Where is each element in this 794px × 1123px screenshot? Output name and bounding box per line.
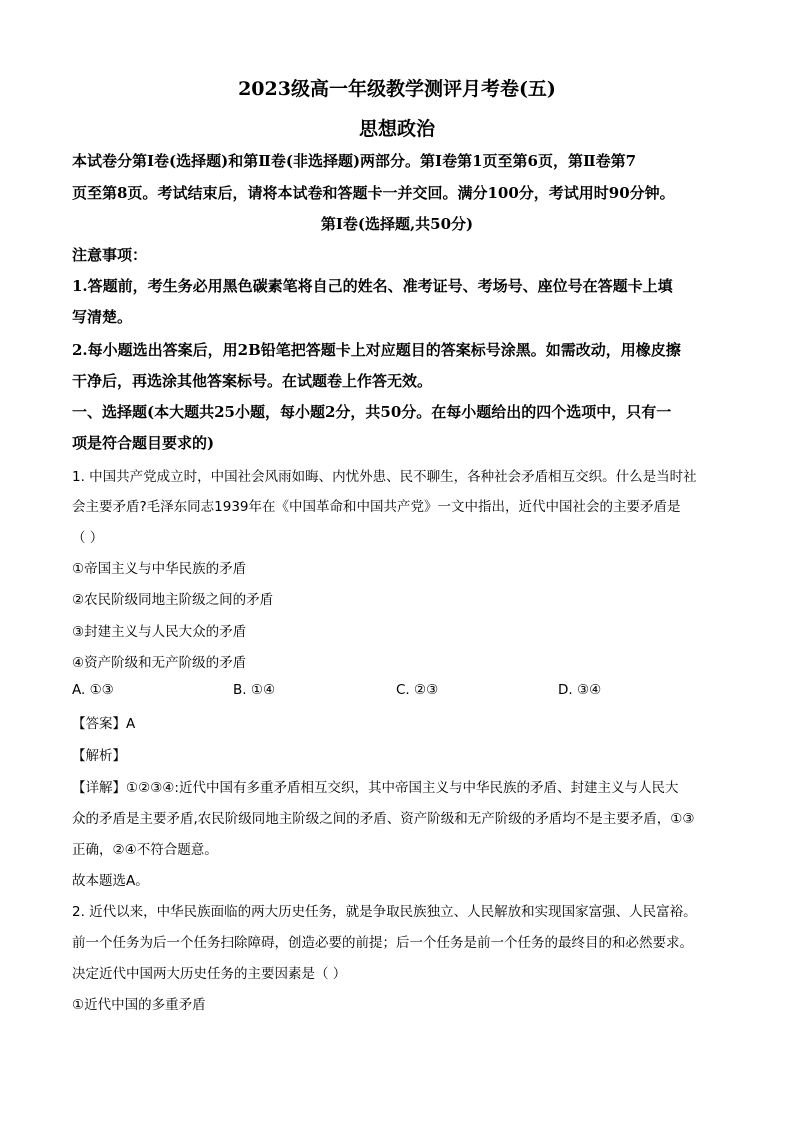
section-heading: 第Ⅰ卷(选择题,共50分) bbox=[320, 215, 474, 233]
question-1-statement-2: ②农民阶级同地主阶级之间的矛盾 bbox=[72, 592, 274, 608]
detail-line-1: 【详解】①②③④:近代中国有多重矛盾相互交织，其中帝国主义与中华民族的矛盾、封建主义与人民大 bbox=[72, 780, 679, 796]
answer-tag: 【答案】 bbox=[72, 716, 126, 732]
question-2-line-3: 决定近代中国两大历史任务的主要因素是（ ） bbox=[72, 966, 347, 982]
subject-title: 思想政治 bbox=[358, 118, 435, 140]
question-1-option-d: D. ③④ bbox=[558, 682, 602, 698]
exam-title: 2023级高一年级教学测评月考卷(五) bbox=[238, 78, 556, 100]
question-1-blank: （ ） bbox=[72, 530, 104, 546]
question-1-option-b: B. ①④ bbox=[233, 682, 276, 698]
question-2-statement-1: ①近代中国的多重矛盾 bbox=[72, 997, 206, 1013]
intro-line-2: 页至第8页。考试结束后，请将本试卷和答题卡一并交回。满分100分，考试用时90分钟。 bbox=[72, 184, 675, 202]
question-1-option-c: C. ②③ bbox=[396, 682, 439, 698]
intro-line-1: 本试卷分第Ⅰ卷(选择题)和第Ⅱ卷(非选择题)两部分。第Ⅰ卷第1页至第6页，第Ⅱ卷第7 bbox=[72, 152, 637, 170]
detail-line-3: 正确，②④不符合题意。 bbox=[72, 842, 218, 858]
part1-heading-line-2: 项是符合题目要求的) bbox=[72, 434, 215, 452]
question-1-line-1: 1. 中国共产党成立时，中国社会风雨如晦、内忧外患、民不聊生，各种社会矛盾相互交织。什么是当时社 bbox=[72, 469, 697, 485]
analysis-tag: 【解析】 bbox=[72, 748, 126, 764]
note-item-2-line-1: 2.每小题选出答案后，用2B铅笔把答题卡上对应题目的答案标号涂黑。如需改动，用橡皮擦 bbox=[72, 341, 681, 359]
note-item-1-line-2: 写清楚。 bbox=[72, 308, 133, 326]
question-1-statement-3: ③封建主义与人民大众的矛盾 bbox=[72, 624, 247, 640]
conclusion: 故本题选A。 bbox=[72, 873, 149, 889]
question-1-statement-1: ①帝国主义与中华民族的矛盾 bbox=[72, 561, 247, 577]
notes-heading: 注意事项： bbox=[72, 246, 148, 264]
part1-heading-line-1: 一、选择题(本大题共25小题，每小题2分，共50分。在每小题给出的四个选项中，只有一 bbox=[72, 403, 672, 421]
question-1-statement-4: ④资产阶级和无产阶级的矛盾 bbox=[72, 655, 247, 671]
detail-line-2: 众的矛盾是主要矛盾,农民阶级同地主阶级之间的矛盾、资产阶级和无产阶级的矛盾均不是主要矛盾，①③ bbox=[72, 811, 695, 827]
answer-row bbox=[72, 712, 135, 732]
answer-value: A bbox=[126, 716, 136, 732]
note-item-1-line-1: 1.答题前，考生务必用黑色碳素笔将自己的姓名、准考证号、考场号、座位号在答题卡上填 bbox=[72, 277, 673, 295]
question-1-line-2: 会主要矛盾?毛泽东同志1939年在《中国革命和中国共产党》一文中指出，近代中国社会的主要矛盾是 bbox=[72, 499, 681, 515]
question-2-line-1: 2. 近代以来，中华民族面临的两大历史任务，就是争取民族独立、人民解放和实现国家富强、人民富裕。 bbox=[72, 904, 697, 920]
question-2-line-2: 前一个任务为后一个任务扫除障碍，创造必要的前提；后一个任务是前一个任务的最终目的和必然要求。 bbox=[72, 935, 693, 951]
note-item-2-line-2: 干净后，再选涂其他答案标号。在试题卷上作答无效。 bbox=[72, 372, 433, 390]
question-1-option-a: A. ①③ bbox=[72, 682, 114, 698]
